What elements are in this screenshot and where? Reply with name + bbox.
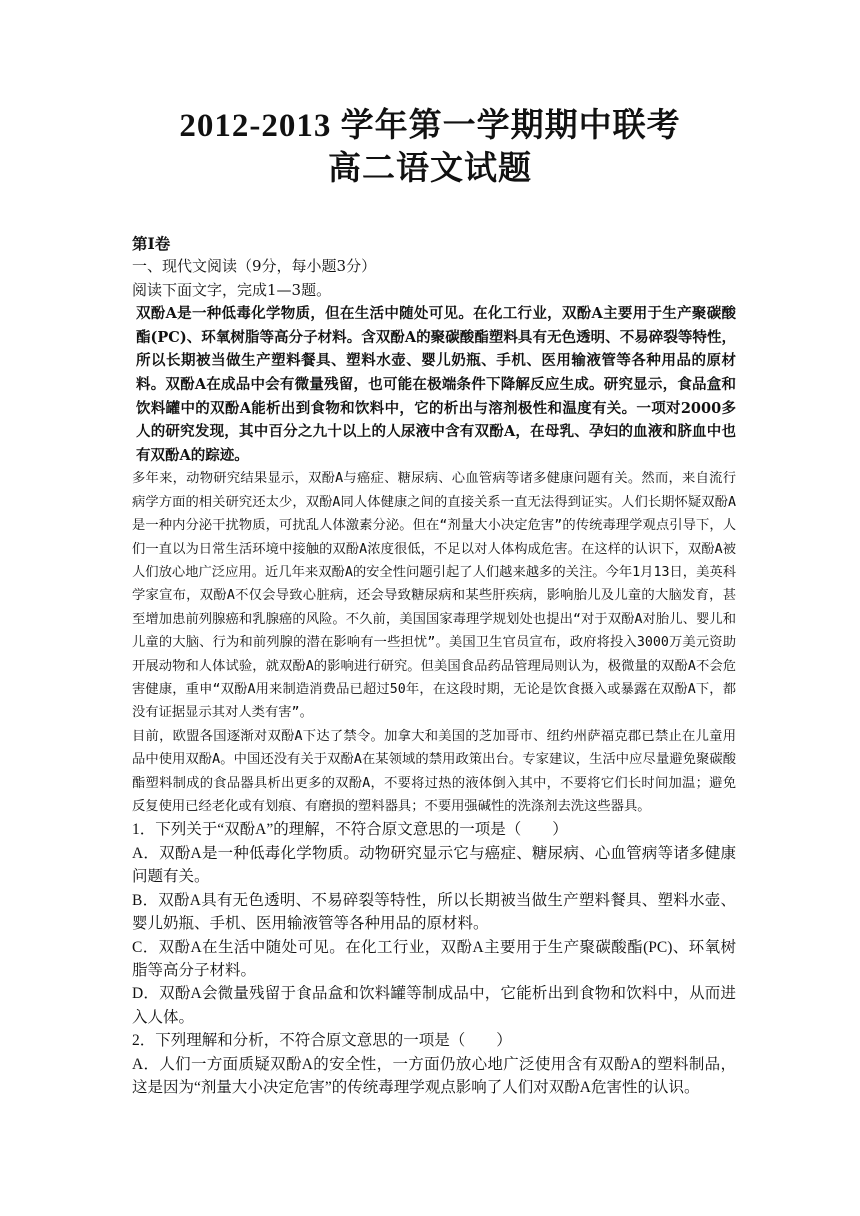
passage-paragraph-3: 目前，欧盟各国逐渐对双酚A下达了禁令。加拿大和美国的芝加哥市、纽约州萨福克郡已禁止在儿童用品中使用双酚A。中国还没有关于双酚A在某领域的禁用政策出台。专家建议，生活中应尽量避免聚碳酸酯塑料制成的食品器具析出更多的双酚A，不要将过热的液体倒入其中，不要将它们长时间加温；避免反复使用已经老化或有划痕、有磨损的塑料器具；不要用强碱性的洗涤剂去洗这些器具。 [132, 728, 736, 815]
question-1: 1．下列关于“双酚A”的理解，不符合原文意思的一项是（ ） [132, 821, 568, 839]
question-2: 2．下列理解和分析，不符合原文意思的一项是（ ） [132, 1032, 512, 1050]
part-heading: 一、现代文阅读（9分，每小题3分） [132, 257, 377, 276]
passage-paragraph-1: 双酚A是一种低毒化学物质，但在生活中随处可见。在化工行业，双酚A主要用于生产聚碳酸酯(PC)、环氧树脂等高分子材料。含双酚A的聚碳酸酯塑料具有无色透明、不易碎裂等特性，所以长期被当做生产塑料餐具、塑料水壶、婴儿奶瓶、手机、医用输液管等各种用品的原材料。双酚A在成品中会有微量残留，也可能在极端条件下降解反应生成。研究显示，食品盒和饮料罐中的双酚A能析出到食物和饮料中，它的析出与溶剂极性和温度有关。一项对2000多人的研究发现，其中百分之九十以上的人尿液中含有双酚A，在母乳、孕妇的血液和脐血中也有双酚A的踪迹。 [136, 305, 736, 464]
section-header: 第Ⅰ卷 [132, 234, 171, 253]
question-1-option-d: D．双酚A会微量残留于食品盒和饮料罐等制成品中，它能析出到食物和饮料中，从而进入人体。 [132, 985, 736, 1026]
exam-subtitle: 高二语文试题 [328, 151, 532, 187]
question-1-option-b: B．双酚A具有无色透明、不易碎裂等特性，所以长期被当做生产塑料餐具、塑料水壶、婴儿奶瓶、手机、医用输液管等各种用品的原材料。 [132, 891, 736, 933]
question-1-option-a: A．双酚A是一种低毒化学物质。动物研究显示它与癌症、糖尿病、心血管病等诸多健康问题有关。 [132, 844, 736, 886]
question-1-option-c: C．双酚A在生活中随处可见。在化工行业，双酚A主要用于生产聚碳酸酯(PC)、环氧树脂等高分子材料。 [132, 938, 736, 979]
document-body [132, 232, 736, 1099]
reading-instruction: 阅读下面文字，完成1—3题。 [132, 280, 332, 299]
passage-paragraph-2: 多年来，动物研究结果显示，双酚A与癌症、糖尿病、心血管病等诸多健康问题有关。然而，来自流行病学方面的相关研究还太少，双酚A同人体健康之间的直接关系一直无法得到证实。人们长期怀疑双酚A是一种内分泌干扰物质，可扰乱人体激素分泌。但在“剂量大小决定危害”的传统毒理学观点引导下，人们一直以为日常生活环境中接触的双酚A浓度很低，不足以对人体构成危害。在这样的认识下，双酚A被人们放心地广泛应用。近几年来双酚A的安全性问题引起了人们越来越多的关注。今年1月13日，美英科学家宣布，双酚A不仅会导致心脏病，还会导致糖尿病和某些肝疾病，影响胎儿及儿童的大脑发育，甚至增加患前列腺癌和乳腺癌的风险。不久前，美国国家毒理学规划处也提出“对于双酚A对胎儿、婴儿和儿童的大脑、行为和前列腺的潜在影响有一些担忧”。美国卫生官员宣布，政府将投入3000万美元资助开展动物和人体试验，就双酚A的影响进行研究。但美国食品药品管理局则认为，极微量的双酚A不会危害健康，重申“双酚A用来制造消费品已超过50年，在这段时期，无论是饮食摄入或暴露在双酚A下，都没有证据显示其对人类有害”。 [132, 471, 736, 721]
question-2-option-a: A．人们一方面质疑双酚A的安全性，一方面仍放心地广泛使用含有双酚A的塑料制品，这是因为“剂量大小决定危害”的传统毒理学观点影响了人们对双酚A危害性的认识。 [132, 1055, 736, 1096]
exam-title: 2012-2013 学年第一学期期中联考 [179, 108, 681, 144]
